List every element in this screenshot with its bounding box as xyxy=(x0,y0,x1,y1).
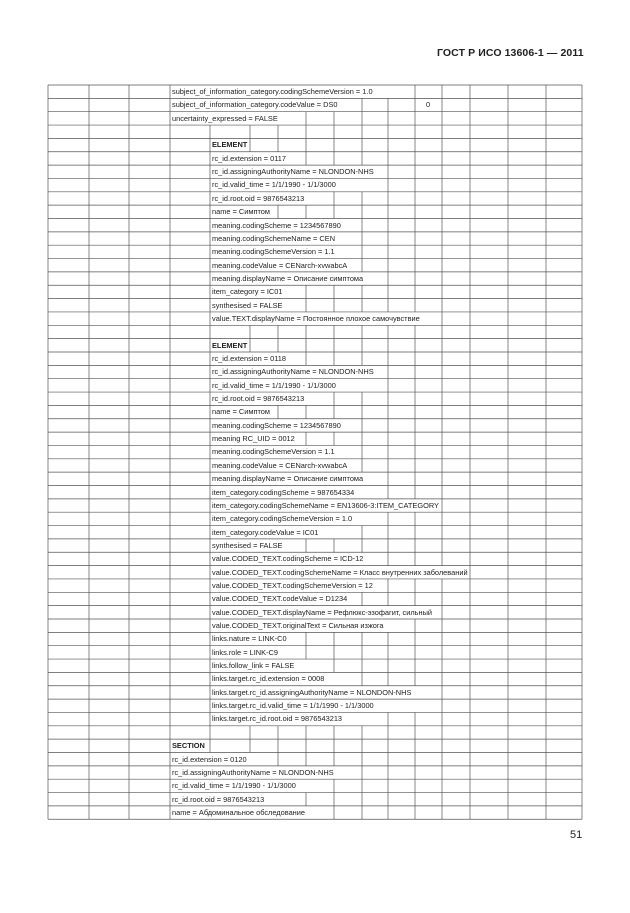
table-cell: links.target.rc_id.extension = 0008 xyxy=(212,674,325,684)
table-cell: links.follow_link = FALSE xyxy=(212,661,295,671)
table-cell: rc_id.root.oid = 9876543213 xyxy=(172,794,265,804)
table-cell: uncertainty_expressed = FALSE xyxy=(172,113,278,123)
table-cell: rc_id.assigningAuthorityName = NLONDON-NHS xyxy=(172,767,334,777)
table-cell: subject_of_information_category.codingSchemeVersion = 1.0 xyxy=(172,87,373,96)
table-cell: rc_id.root.oid = 9876543213 xyxy=(212,193,305,203)
table-cell: meaning.codingSchemeVersion = 1.1 xyxy=(212,247,335,257)
table-cell: rc_id.extension = 0118 xyxy=(212,354,287,363)
table-cell: synthesised = FALSE xyxy=(212,300,283,310)
table-cell: value.CODED_TEXT.codingSchemeVersion = 12 xyxy=(212,580,373,590)
table-cell: links.target.rc_id.valid_time = 1/1/1990 - 1/1/3000 xyxy=(212,701,374,711)
table-cell: ELEMENT xyxy=(212,140,248,150)
table-cell: rc_id.root.oid = 9876543213 xyxy=(212,394,305,404)
table-cell: value.CODED_TEXT.originalText = Сильная изжога xyxy=(212,621,384,630)
table-cell: links.target.rc_id.assigningAuthorityName = NLONDON-NHS xyxy=(212,687,412,697)
page-number: 51 xyxy=(570,829,583,841)
table-cell: item_category = IC01 xyxy=(212,287,283,297)
table-cell: meaning.codingScheme = 1234567890 xyxy=(212,420,341,430)
table-cell: name = Симптом xyxy=(212,407,270,417)
table-cell: synthesised = FALSE xyxy=(212,540,283,550)
table-cell: name = Симптом xyxy=(212,207,270,217)
table-cell: value.CODED_TEXT.codingSchemeName = Класс внутренних заболеваний xyxy=(212,567,468,577)
table-cell: value.CODED_TEXT.codingScheme = ICD-12 xyxy=(212,554,364,564)
table-cell: links.target.rc_id.root.oid = 9876543213 xyxy=(212,714,343,724)
table-cell: rc_id.valid_time = 1/1/1990 - 1/1/3000 xyxy=(212,180,336,190)
table-cell: rc_id.valid_time = 1/1/1990 - 1/1/3000 xyxy=(172,781,296,791)
table-cell: subject_of_information_category.codeValue = DS0 xyxy=(172,100,338,110)
table-cell: meaning.displayName = Описание симптома xyxy=(212,474,364,484)
table-cell: rc_id.assigningAuthorityName = NLONDON-NHS xyxy=(212,367,374,377)
table-cell: value.TEXT.displayName = Постоянное плохое самочувствие xyxy=(212,313,420,323)
table-cell: item_category.codeValue = IC01 xyxy=(212,527,319,537)
table-cell: item_category.codingSchemeVersion = 1.0 xyxy=(212,514,353,524)
table-cell: meaning.displayName = Описание симптома xyxy=(212,273,364,283)
table-cell: meaning.codingSchemeName = CEN xyxy=(212,233,336,243)
table-cell: value.CODED_TEXT.displayName = Рефлюкс-эзофагит, сильный xyxy=(212,607,433,617)
table-cell: meaning.codeValue = CENarch-xvwabcA xyxy=(212,460,348,470)
table-cell: meaning RC_UID = 0012 xyxy=(212,434,295,444)
table-cell: rc_id.valid_time = 1/1/1990 - 1/1/3000 xyxy=(212,380,336,390)
table-cell: value.CODED_TEXT.codeValue = D1234 xyxy=(212,594,348,604)
table-cell: item_category.codingSchemeName = EN13606-3:ITEM_CATEGORY xyxy=(212,500,439,510)
table-cell: item_category.codingScheme = 987654334 xyxy=(212,487,355,497)
table-cell: rc_id.extension = 0120 xyxy=(172,754,247,764)
table-cell: links.role = LINK-C9 xyxy=(212,647,278,657)
table-cell: ELEMENT xyxy=(212,340,248,350)
table-cell: meaning.codingScheme = 1234567890 xyxy=(212,220,341,230)
table-cell: rc_id.extension = 0117 xyxy=(212,153,287,163)
table-cell: rc_id.assigningAuthorityName = NLONDON-NHS xyxy=(212,167,374,177)
table-cell: SECTION xyxy=(172,741,205,751)
table-cell: links.nature = LINK-C0 xyxy=(212,634,287,644)
table-cell: meaning.codingSchemeVersion = 1.1 xyxy=(212,447,335,457)
table-cell: meaning.codeValue = CENarch-xvwabcA xyxy=(212,260,348,270)
table-cell: 0 xyxy=(426,100,431,110)
document-header: ГОСТ Р ИСО 13606-1 — 2011 xyxy=(437,47,584,59)
table-cell: name = Абдоминальное обследование xyxy=(172,807,305,817)
